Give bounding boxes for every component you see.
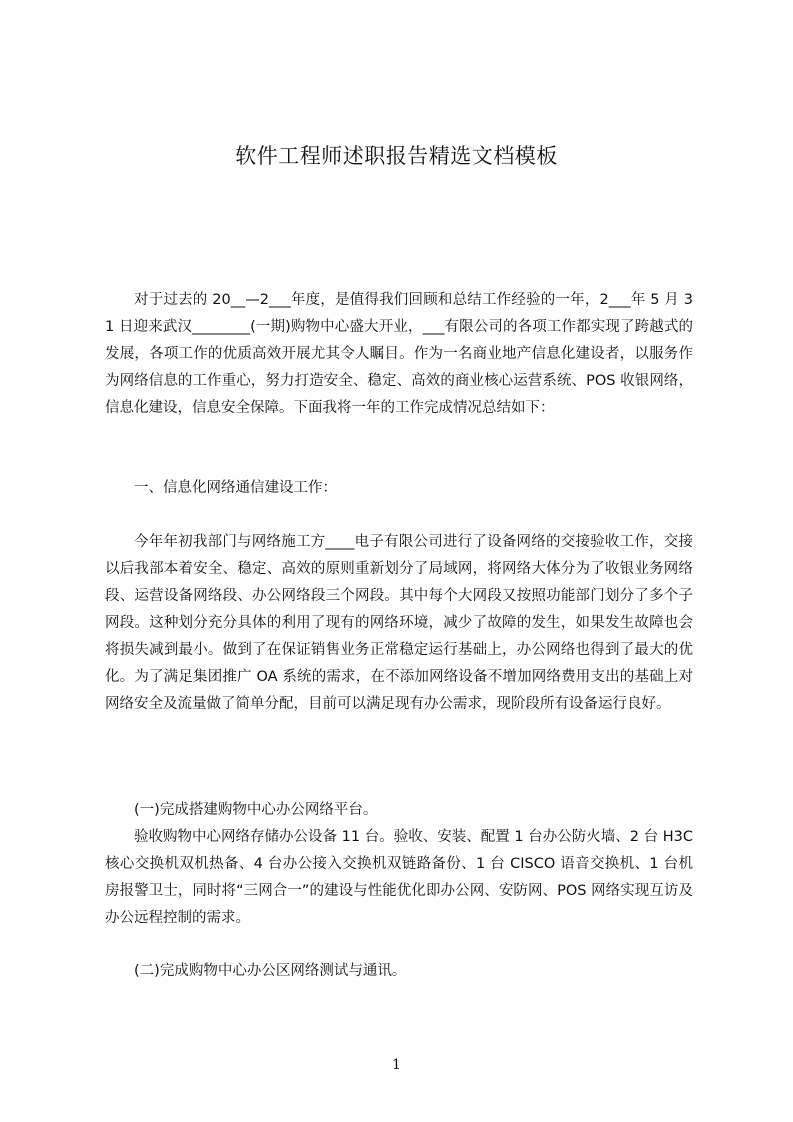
intro-paragraph: 对于过去的 20__—2___年度，是值得我们回顾和总结工作经验的一年，2___年 5 月 31 日迎来武汉________(一期)购物中心盛大开业，___有限公司的各项工作都实现了跨越式的发展，各项工作的优质高效开展尤其令人瞩目。作为一名商业地产信息化建设者，以服务作为网络信息的工作重心，努力打造安全、稳定、高效的商业核心运营系统、POS 收银网络，信息化建设，信息安全保障。下面我将一年的工作完成情况总结如下：: [105, 292, 693, 416]
network-paragraph: 今年年初我部门与网络施工方____电子有限公司进行了设备网络的交接验收工作，交接以后我部本着安全、稳定、高效的原则重新划分了局域网，将网络大体分为了收银业务网络段、运营设备网络段、办公网络段三个网段。其中每个大网段又按照功能部门划分了多个子网段。这种划分充分具体的利用了现有的网络环境，减少了故障的发生，如果发生故障也会将损失减到最小。做到了在保证销售业务正常稳定运行基础上，办公网络也得到了最大的优化。为了满足集团推广 OA 系统的需求，在不添加网络设备不增加网络费用支出的基础上对网络安全及流量做了简单分配，目前可以满足现有办公需求，现阶段所有设备运行良好。: [105, 534, 693, 712]
subsection-heading-network-testing: (二)完成购物中心办公区网络测试与通讯。: [134, 963, 407, 979]
page-number: 1: [392, 1057, 401, 1073]
section-heading-network: 一、信息化网络通信建设工作：: [134, 480, 337, 496]
document-title: 软件工程师述职报告精选文档模板: [235, 144, 558, 168]
equipment-paragraph: 验收购物中心网络存储办公设备 11 台。验收、安装、配置 1 台办公防火墙、2 台 H3C 核心交换机双机热备、4 台办公接入交换机双链路备份、1 台 CISCO 语音交换机、1 台机房报警卫士，同时将“三网合一”的建设与性能优化即办公网、安防网、POS 网络实现互访及办公远程控制的需求。: [105, 829, 693, 926]
subsection-heading-office-platform: (一)完成搭建购物中心办公网络平台。: [134, 802, 378, 818]
